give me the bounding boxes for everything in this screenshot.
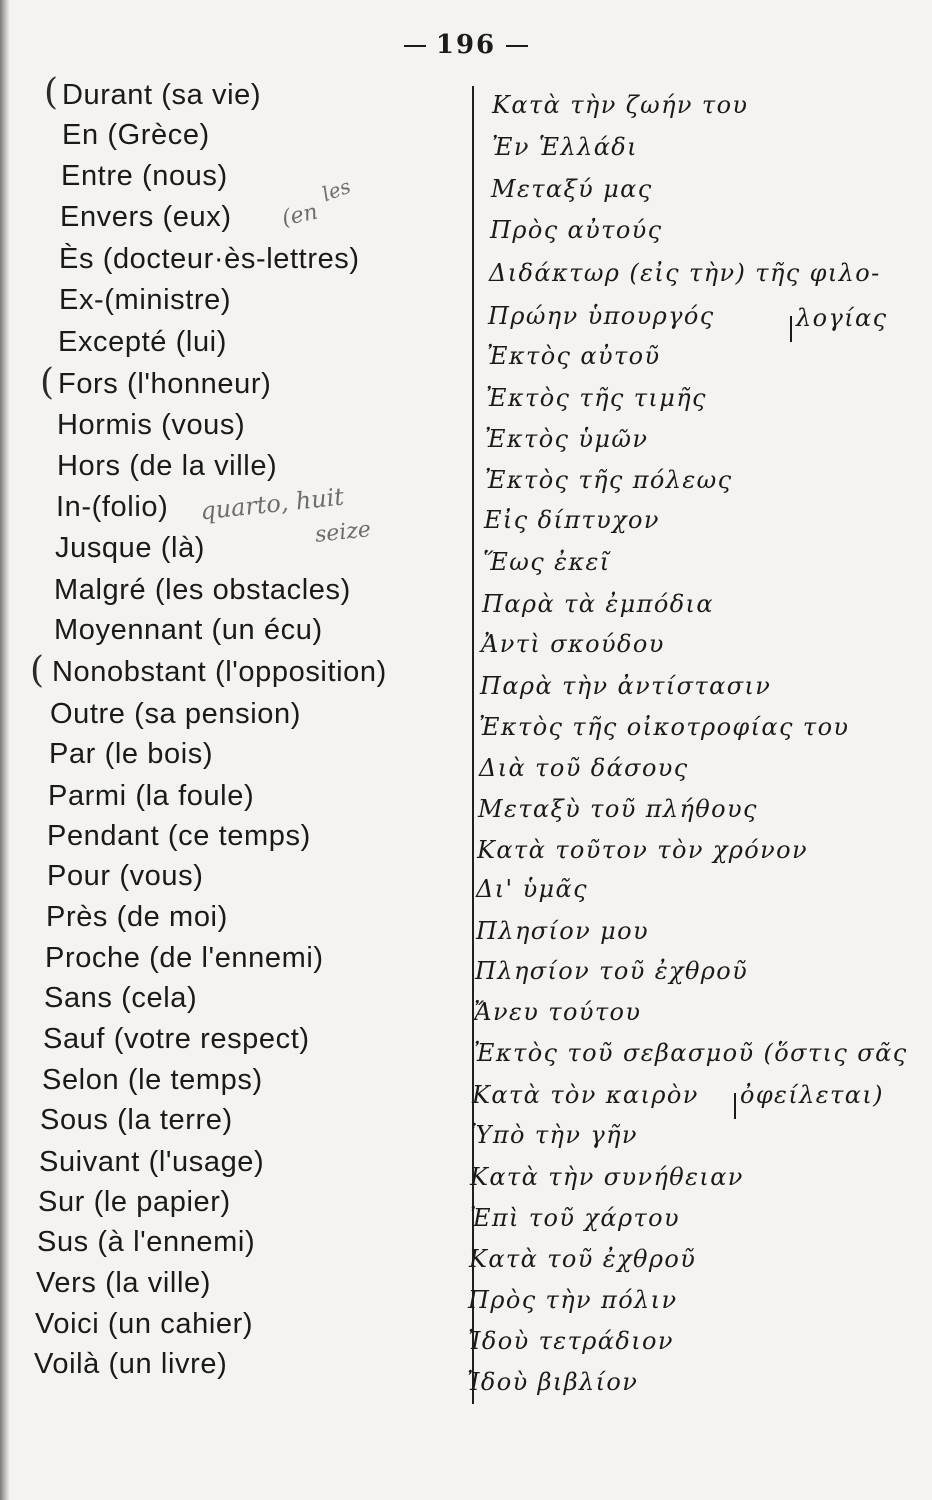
french-entry: Par (le bois) [49,738,214,770]
handwritten-note: quarto, huit [198,482,346,526]
french-entry: Malgré (les obstacles) [54,574,351,606]
greek-entry: Κατὰ τὴν ζωήν του [492,91,749,119]
greek-entry: Κατὰ τὴν συνήθειαν [470,1163,744,1191]
french-entry: Durant (sa vie) [62,79,262,111]
french-entry: Vers (la ville) [36,1267,211,1299]
greek-entry: Διὰ τοῦ δάσους [479,754,689,782]
greek-entry: Ἐκτὸς τῆς πόλεως [485,466,733,494]
greek-entry: Κατὰ τοῦτον τὸν χρόνον [477,836,808,864]
greek-entry: Πλησίον τοῦ ἐχθροῦ [475,957,749,985]
french-entry: Suivant (l'usage) [39,1146,265,1178]
greek-entry: Ἐπὶ τοῦ χάρτου [470,1204,681,1232]
french-entry: Selon (le temps) [42,1064,263,1096]
french-entry: Ès (docteur·ès-lettres) [59,243,360,275]
pencil-bracket-mark: ( [44,72,59,113]
french-entry: Excepté (lui) [58,326,227,358]
greek-entry: Ἰδοὺ τετράδιον [468,1327,674,1355]
french-entry: Outre (sa pension) [50,698,301,730]
pencil-bracket-mark: ( [30,650,45,691]
french-entry: Pendant (ce temps) [47,820,311,852]
french-entry: Sans (cela) [44,982,198,1014]
greek-continuation: λογίας [796,304,888,332]
greek-continuation: ὀφείλεται) [740,1081,884,1109]
french-entry: Envers (eux) [60,201,232,233]
french-entry: Jusque (là) [55,532,206,564]
greek-entry: Μεταξὺ τοῦ πλήθους [478,795,758,823]
french-entry: Sous (la terre) [40,1104,233,1136]
greek-entry: Δι' ὑμᾶς [476,875,589,903]
greek-entry: Ἐν Ἑλλάδι [492,133,638,161]
french-entry: Hors (de la ville) [57,450,278,482]
greek-entry: Διδάκτωρ (εἰς τὴν) τῆς φιλο- [489,259,881,287]
greek-entry: Παρὰ τὰ ἐμπόδια [482,590,714,618]
greek-entry: Πλησίον μου [476,917,650,945]
greek-entry: Ἐκτὸς ὑμῶν [485,425,649,453]
greek-entry: Ἐκτὸς τοῦ σεβασμοῦ (ὅστις σᾶς [474,1039,908,1067]
french-entry: Parmi (la foule) [48,780,255,812]
greek-entry: Ἕως ἐκεῖ [483,548,611,576]
page-number-text: 196 [435,30,497,60]
french-entry: Sauf (votre respect) [43,1023,310,1055]
greek-column [467,0,932,1500]
greek-entry: Εἰς δίπτυχον [484,506,660,534]
greek-entry: Μεταξύ μας [491,175,653,203]
greek-entry: Ἐκτὸς αὐτοῦ [487,342,661,370]
greek-entry: Ὑπὸ τὴν γῆν [471,1121,638,1149]
french-entry: Fors (l'honneur) [58,368,272,400]
continuation-bracket [734,1093,736,1119]
greek-entry: Παρὰ τὴν ἀντίστασιν [480,672,772,700]
handwritten-note: (en [279,199,320,232]
french-entry: In-(folio) [56,491,169,523]
handwritten-note: seize [313,517,373,548]
french-entry: Près (de moi) [46,901,228,933]
french-entry: Moyennant (un écu) [54,614,323,646]
french-entry: Sus (à l'ennemi) [37,1226,256,1258]
greek-entry: Ἀντὶ σκούδου [481,630,665,658]
french-entry: Voilà (un livre) [34,1348,228,1380]
french-entry: Proche (de l'ennemi) [45,942,324,974]
greek-entry: Ἰδοὺ βιβλίον [467,1368,639,1396]
handwritten-note: les [318,173,354,207]
greek-entry: Πρώην ὑπουργός [488,302,715,330]
greek-entry: Πρὸς τὴν πόλιν [468,1286,678,1314]
french-entry: Entre (nous) [61,160,228,192]
greek-entry: Κατὰ τοῦ ἐχθροῦ [469,1245,697,1273]
french-entry: Sur (le papier) [38,1186,231,1218]
greek-entry: Ἐκτὸς τῆς τιμῆς [486,384,707,412]
greek-entry: Κατὰ τὸν καιρὸν [472,1081,699,1109]
french-entry: Voici (un cahier) [35,1308,254,1340]
continuation-bracket [790,316,792,342]
pencil-bracket-mark: ( [40,362,55,403]
french-entry: Pour (vous) [47,860,204,892]
french-entry: Ex-(ministre) [59,284,232,316]
greek-entry: Πρὸς αὐτούς [490,216,663,244]
french-entry: Hormis (vous) [57,409,246,441]
greek-entry: Ἄνευ τούτου [474,998,642,1026]
greek-entry: Ἐκτὸς τῆς οἰκοτροφίας του [479,713,850,741]
french-entry: En (Grèce) [62,119,210,151]
french-entry: Nonobstant (l'opposition) [52,656,387,688]
